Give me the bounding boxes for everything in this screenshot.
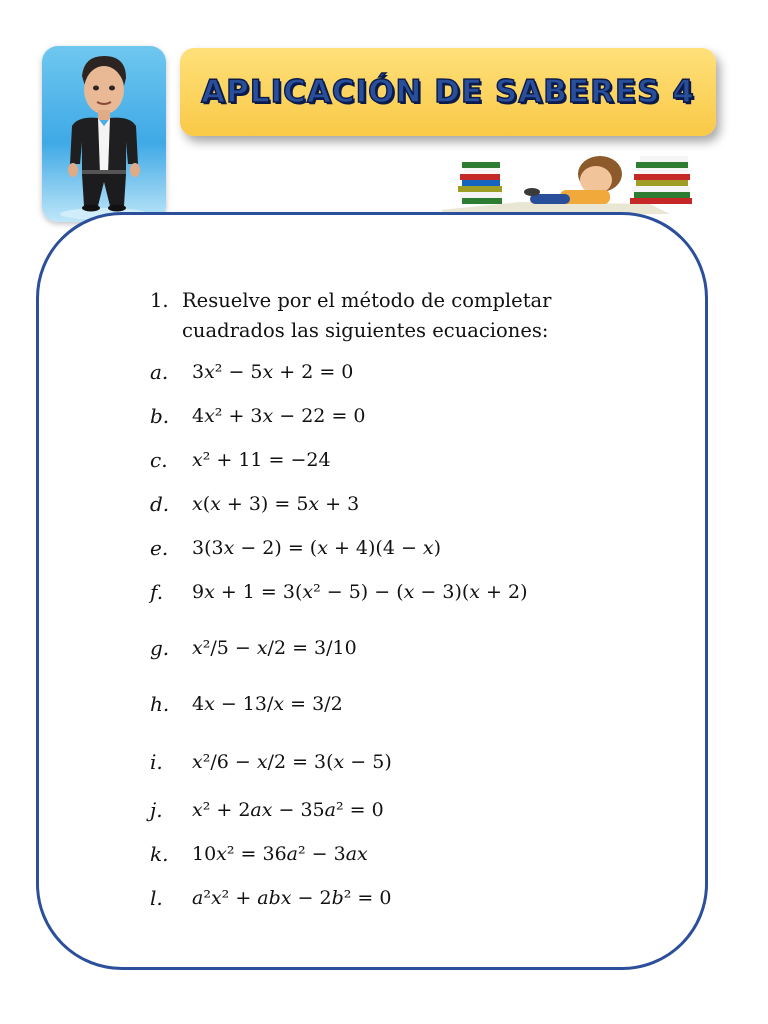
- exercise-expression: 𝑥²/5 − 𝑥/2 = 3/10: [192, 637, 357, 659]
- exercise-letter: g.: [150, 636, 170, 660]
- exercise-h: [150, 684, 343, 724]
- exercise-k: [150, 834, 368, 874]
- title-banner: [180, 48, 716, 136]
- exercise-expression: 4𝑥 − 13/𝑥 = 3/2: [192, 693, 343, 715]
- avatar-card: [42, 46, 166, 222]
- exercise-letter: a.: [150, 360, 169, 384]
- exercise-expression: 3(3𝑥 − 2) = (𝑥 + 4)(4 − 𝑥): [192, 537, 442, 559]
- exercise-letter: i.: [150, 750, 163, 774]
- exercise-letter: d.: [150, 492, 170, 516]
- instruction-number: 1.: [150, 289, 169, 312]
- exercise-e: [150, 528, 441, 568]
- exercise-expression: 𝑥²/6 − 𝑥/2 = 3(𝑥 − 5): [192, 751, 392, 773]
- exercise-g: [150, 628, 357, 668]
- exercise-expression: 10𝑥² = 36𝑎² − 3𝑎𝑥: [192, 843, 368, 865]
- exercise-i: [150, 742, 392, 782]
- exercise-j: [150, 790, 384, 830]
- exercise-expression: 𝑥(𝑥 + 3) = 5𝑥 + 3: [192, 493, 360, 515]
- exercise-f: [150, 572, 527, 612]
- exercise-letter: k.: [150, 842, 169, 866]
- exercise-c: [150, 440, 331, 480]
- exercise-letter: j.: [150, 798, 163, 822]
- exercise-letter: h.: [150, 692, 170, 716]
- exercise-expression: 4𝑥² + 3𝑥 − 22 = 0: [192, 405, 366, 427]
- exercise-expression: 𝑥² + 11 = −24: [192, 449, 331, 471]
- exercise-letter: e.: [150, 536, 169, 560]
- exercise-expression: 𝑎²𝑥² + 𝑎𝑏𝑥 − 2𝑏² = 0: [192, 887, 392, 909]
- exercise-letter: b.: [150, 404, 170, 428]
- exercise-letter: f.: [150, 580, 164, 604]
- exercise-a: [150, 352, 353, 392]
- page-title: APLICACIÓN DE SABERES 4: [201, 74, 695, 110]
- exercise-expression: 3𝑥² − 5𝑥 + 2 = 0: [192, 361, 354, 383]
- exercise-expression: 𝑥² + 2𝑎𝑥 − 35𝑎² = 0: [192, 799, 384, 821]
- exercise-expression: 9𝑥 + 1 = 3(𝑥² − 5) − (𝑥 − 3)(𝑥 + 2): [192, 581, 528, 603]
- exercise-letter: l.: [150, 886, 163, 910]
- exercise-letter: c.: [150, 448, 168, 472]
- exercise-l: [150, 878, 391, 918]
- instruction-text: Resuelve por el método de completar cuadrados las siguientes ecuaciones:: [182, 289, 552, 342]
- exercise-b: [150, 396, 366, 436]
- instruction: [150, 286, 570, 346]
- teacher-avatar-icon: [42, 46, 166, 222]
- books-student-illustration-icon: [440, 150, 710, 216]
- exercise-d: [150, 484, 359, 524]
